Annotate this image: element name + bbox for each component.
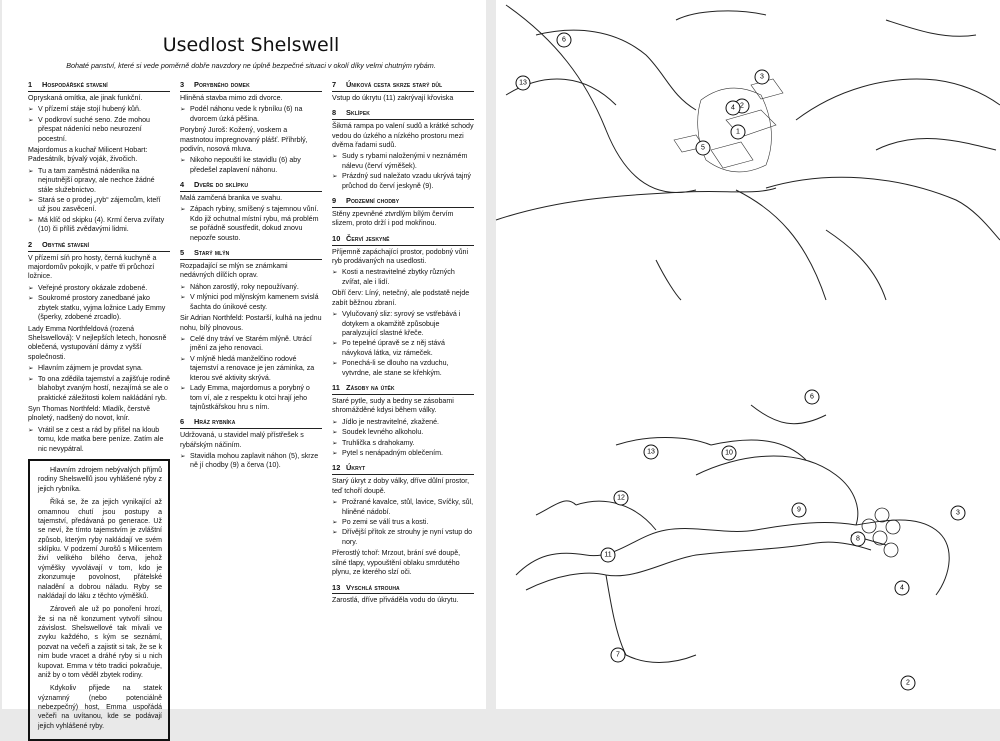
column-2 (180, 80, 322, 741)
map-marker (557, 33, 571, 47)
section-12 (332, 463, 474, 577)
section-8 (332, 108, 474, 191)
map-marker-label: 6 (562, 36, 566, 44)
box-paragraph: Zároveň ale už po ponoření hrozí, že si na ně konzument vytvoří silnou závislost. Shelswellové tak mívali ve zvyku každého, s kým se seznámí, pozvat na večeři a zajistit si tak, že se k nim bude vracet a dráhé ryby si u nich kupovat. Emma v této tradici pokračuje, aniž by o tom věděl zbytek rodiny. (38, 606, 162, 679)
section-6 (180, 417, 322, 471)
section-1 (28, 80, 170, 235)
bullet-item: ➢ Soudek levného alkoholu. (332, 428, 474, 437)
section-heading (28, 240, 170, 252)
bullet-item: ➢ Soukromé prostory zanedbané jako zbytek statku, vyjma ložnice Lady Emmy (šperky, zdobené zrcadlo). (28, 294, 170, 322)
map-marker (644, 445, 658, 459)
section-9 (332, 196, 474, 229)
bullet-item: ➢ Po tepelné úpravě se z něj stává návyková látka, viz rámeček. (332, 339, 474, 358)
section-number: 7 (332, 80, 337, 89)
section-paragraph: Vstup do úkrytu (11) zakrývají křoviska (332, 93, 454, 102)
section-title: Porybného domek (194, 80, 250, 89)
section-title: Hráz rybníka (194, 417, 236, 427)
bullet-item: ➢ Podél náhonu vede k rybníku (6) na dvorcem úzká pěšina. (180, 105, 322, 124)
map-marker-label: 13 (647, 448, 655, 456)
map-marker (951, 506, 965, 520)
section-paragraph: Příjemně zapáchající prostor, podobný vůni ryb prodávaných na usedlosti. (332, 247, 469, 266)
bullet-item: ➢ Sudy s rybami naloženými v neznámém nálevu (červí výměšek). (332, 152, 474, 171)
section-heading (332, 234, 474, 246)
bullet-item: ➢ V mlýně hledá manželčino rodové tajemství a renovace je jen záminka, za kterou své aktivity skrývá. (180, 355, 322, 383)
section-paragraph: Šikmá rampa po valení sudů a krátké schody vedou do úzkého a nízkého prostoru mezi dvěma řadami sudů. (332, 122, 474, 149)
section-heading (332, 196, 474, 208)
section-title: Úkryt (346, 463, 366, 473)
bullet-item: ➢ Vylučovaný sliz: syrový se vstřebává i dotykem a okamžitě způsobuje paralyzující slastné křeče. (332, 310, 474, 338)
section-number: 9 (332, 196, 337, 206)
bullet-item: ➢ Zápach rybiny, smíšený s tajemnou vůní. Kdo již ochutnal místní rybu, má problém se pořádně soustředit, dokud znovu nepozře sousto. (180, 205, 322, 243)
map-marker-label: 11 (604, 551, 612, 559)
section-title: Vyschlá strouha (346, 582, 400, 592)
left-page (2, 0, 486, 730)
section-number: 5 (180, 248, 185, 258)
section-heading (332, 80, 474, 92)
section-paragraph: Malá zamčená branka ve svahu. (180, 194, 283, 203)
bullet-item: ➢ To ona zdědila tajemství a zajišťuje rodině blahobyt zvaným hostí, nezajímá se ale o praktické záležitosti kolem nakládání ryb. (28, 375, 170, 403)
section-paragraph: Sir Adrian Northfeld: Postarší, kulhá na jednu nohu, bílý plnovous. (180, 314, 322, 332)
map-marker (722, 446, 736, 460)
section-title: Sklípek (346, 108, 370, 118)
section-3 (180, 80, 322, 175)
section-number: 2 (28, 239, 33, 249)
section-number: 13 (332, 582, 341, 592)
bullet-item: ➢ Kosti a nestravitelné zbytky různých zvířat, ale i lidí. (332, 268, 474, 287)
map-marker (601, 548, 615, 562)
section-title: Obytné stavení (42, 239, 90, 249)
section-number: 3 (180, 80, 185, 89)
section-heading (332, 463, 474, 475)
section-heading (332, 383, 474, 395)
section-2 (28, 240, 170, 454)
surface-map (496, 0, 1000, 300)
map-marker (611, 648, 625, 662)
bullet-list (28, 105, 170, 144)
map-marker-label: 4 (900, 584, 904, 592)
underground-map (496, 385, 1000, 709)
section-number: 1 (28, 80, 33, 89)
bullet-list (180, 156, 322, 175)
section-title: Dveře do sklípku (194, 180, 249, 190)
map-marker-label: 9 (797, 506, 801, 514)
section-title: Zásoby na útěk (346, 383, 395, 393)
section-paragraph: Obří červ: Líný, netečný, ale podstatě nejde zabít běžnou zbraní. (332, 289, 470, 307)
bullet-item: ➢ Dřívější přítok ze strouhy je nyní vstup do nory. (332, 528, 474, 547)
map-marker (731, 125, 745, 139)
section-paragraph: Starý úkryt z doby války, dříve důlní prostor, teď tchoří doupě. (332, 477, 470, 495)
bullet-item: ➢ Má klíč od skipku (4). Krmí červa zvířaty (10) či příliš zvědavými lidmi. (28, 216, 170, 235)
map-marker (792, 503, 806, 517)
box-paragraph: Hlavním zdrojem nebývalých příjmů rodiny Shelswellů jsou vyhlášené ryby z jejich rybníka. (38, 467, 162, 493)
map-marker-label: 1 (736, 128, 740, 136)
map-marker (755, 70, 769, 84)
section-heading (28, 80, 170, 92)
map-marker (726, 101, 740, 115)
bullet-item: ➢ Stará se o prodej „ryb“ zájemcům, kteří už jsou zasvěcení. (28, 196, 170, 215)
section-number: 6 (180, 417, 185, 427)
map-marker (851, 532, 865, 546)
map-marker (516, 76, 530, 90)
section-paragraph: Staré pytle, sudy a bedny se zásobami shromážděné kdysi během války. (332, 396, 454, 415)
bullet-list (28, 426, 170, 454)
column-1 (28, 80, 170, 741)
section-title: Hospodářské stavení (42, 80, 108, 89)
bullet-list (332, 498, 474, 547)
section-heading (180, 80, 322, 92)
bullet-list (28, 167, 170, 235)
box-paragraph: Říká se, že za jejich vynikající až omamnou chutí jsou postupy a tajemství, předávaná po generace. Už se neví, že tímto tajemstvím je zvláštní způsob, kterým ryby nakládají ve svém sklípku. V podzemí Jurošů s Milicentem živí velikého bílého červa, jehož výměšky vyvolávají v tom, kdo je zkonzumuje povolnost, přátelské naladění a dobrou náladu. Ryby se nakládají do láku z těchto výměšků. (38, 499, 162, 600)
section-title: Podzemní chodby (346, 196, 400, 206)
section-paragraph: Lady Emma Northfeldová (rozená Shelswellová): V nejlepších letech, honosně oblečená, vystupování dámy z vyšší společnosti. (28, 324, 167, 361)
bullet-item: ➢ Nikoho nepouští ke stavidlu (6) aby předešel zaplavení náhonu. (180, 156, 322, 175)
section-paragraph: Rozpadající se mlýn se známkami nedávných dílčích oprav. (180, 262, 288, 280)
bullet-item: ➢ Vrátil se z cest a rád by přišel na kloub tomu, kde matka bere peníze. Zatím ale nic nevypátral. (28, 426, 170, 454)
page-title: Usedlost Shelswell (162, 34, 340, 56)
map-marker-label: 13 (519, 79, 527, 87)
bullet-item: ➢ Hlavním zájmem je provdat syna. (28, 364, 170, 373)
bullet-list (180, 283, 322, 312)
bullet-item: ➢ V mlýnici pod mlýnským kamenem svislá šachta do únikové cesty. (180, 293, 322, 312)
map-marker-label: 2 (740, 102, 744, 110)
section-11 (332, 383, 474, 458)
bullet-item: ➢ Po zemi se válí trus a kosti. (332, 518, 474, 527)
bullet-item: ➢ V přízemí stáje stojí hubený kůň. (28, 105, 170, 114)
bullet-list (180, 105, 322, 124)
bullet-item: ➢ Celé dny tráví ve Starém mlýně. Utrácí jmění za jeho renovaci. (180, 335, 322, 354)
section-paragraph: Přerostlý tchoř: Mrzout, brání své doupě, silné tlapy, vypouštění oblaku smrdutého plynu, ze kterého slzí oči. (332, 549, 461, 577)
map-marker (895, 581, 909, 595)
map-marker-label: 4 (731, 104, 735, 112)
section-paragraph: Opryskaná omítka, ale jinak funkční. (28, 93, 143, 102)
bullet-item: ➢ V podkroví suché seno. Zde mohou přespat nádeníci nebo neurození pocestní. (28, 116, 170, 144)
section-heading (332, 583, 474, 595)
section-7 (332, 80, 474, 103)
section-13 (332, 583, 474, 606)
text-columns (28, 80, 474, 741)
bullet-item: ➢ Tu a tam zaměstná nádeníka na nejnutnější opravy, ale nechce žádné stále služebnictvo. (28, 167, 170, 195)
map-marker (614, 491, 628, 505)
bullet-item: ➢ Stavidla mohou zaplavit náhon (5), skrze ně jí chodby (9) a červa (10). (180, 452, 322, 471)
map-marker-label: 8 (856, 535, 860, 543)
bullet-list (28, 364, 170, 403)
map-marker-label: 10 (725, 449, 733, 457)
section-4 (180, 180, 322, 243)
section-number: 10 (332, 233, 341, 243)
section-heading (180, 417, 322, 429)
section-heading (180, 248, 322, 260)
bullet-list (28, 284, 170, 323)
section-paragraph: Udržovaná, u stavidel malý přístřešek s rybářským náčiním. (180, 431, 304, 449)
column-3 (332, 80, 474, 741)
section-title: Starý mlýn (194, 248, 230, 258)
bullet-item: ➢ Jídlo je nestravitelné, zkažené. (332, 418, 474, 427)
section-10 (332, 234, 474, 378)
section-title: Úniková cesta skrze starý důl (346, 80, 443, 89)
map-marker-label: 3 (956, 509, 960, 517)
bullet-item: ➢ Ponechá-li se dlouho na vzduchu, vytvrdne, ale stane se křehkým. (332, 359, 474, 378)
section-number: 4 (180, 180, 185, 190)
map-marker (805, 390, 819, 404)
section-paragraph: Syn Thomas Northfeld: Mladík, čerstvě plnoletý, nadšený do novot, knír. (28, 404, 151, 423)
bullet-list (180, 335, 322, 412)
section-heading (332, 108, 474, 120)
section-number: 8 (332, 108, 337, 118)
map-marker-label: 6 (810, 393, 814, 401)
map-marker (696, 141, 710, 155)
section-number: 12 (332, 463, 341, 473)
section-number: 11 (332, 383, 341, 393)
section-5 (180, 248, 322, 412)
bullet-item: ➢ Veřejné prostory okázale zdobené. (28, 284, 170, 293)
bullet-list (332, 152, 474, 191)
section-paragraph: Stěny zpevněné ztvrdlým bílým červím slizem, proto drží i pod mokřinou. (332, 209, 454, 228)
bullet-item: ➢ Lady Emma, majordomus a porybný o tom ví, ale z respektu k otci hrají jeho tajnůstkářskou hru s ním. (180, 384, 322, 412)
bullet-list (180, 452, 322, 471)
map-marker-label: 12 (617, 494, 625, 502)
map-marker-label: 5 (701, 144, 705, 152)
bullet-item: ➢ Prožrané kavalce, stůl, lavice, Svíčky, sůl, hliněné nádobí. (332, 498, 474, 517)
bullet-item: ➢ Náhon zarostlý, roky nepoužívaný. (180, 283, 322, 292)
box-paragraph: Kdykoliv přijede na statek významný (nebo potenciálně nebezpečný) host, Emma uspořádá večeři na uvítanou, kde se podávají jejich vyhlášené ryby. (38, 685, 162, 730)
section-paragraph: Hliněná stavba mimo zdi dvorce. (180, 93, 283, 102)
section-paragraph: Zarostlá, dříve přiváděla vodu do úkrytu. (332, 596, 459, 605)
bullet-list (180, 205, 322, 243)
map-marker-label: 2 (906, 679, 910, 687)
map-page (496, 0, 1000, 709)
map-marker-label: 7 (616, 651, 620, 659)
bullet-list (332, 418, 474, 459)
bullet-list (332, 310, 474, 378)
section-paragraph: Porybný Juroš: Kožený, voskem a mastnotou impregnovaný plášť. Příhrblý, podivín, nosová mluva. (180, 126, 308, 153)
page-subtitle: Bohaté panství, které si vede poměrně dobře navzdory ne úplně bezpečné situaci v okolí díky velmi chutným rybám. (66, 61, 436, 70)
map-marker (901, 676, 915, 690)
map-marker-label: 3 (760, 73, 764, 81)
bullet-item: ➢ Truhlička s drahokamy. (332, 439, 474, 448)
secret-box (28, 459, 170, 741)
section-paragraph: Majordomus a kuchař Milicent Hobart: Padesátník, bývalý voják, živočich. (28, 145, 148, 164)
section-heading (180, 180, 322, 192)
section-title: Červí jeskyně (346, 233, 390, 243)
bullet-item: ➢ Pytel s nenápadným oblečením. (332, 449, 474, 458)
bullet-item: ➢ Prázdný sud naležato vzadu ukrývá tajný průchod do červí jeskyně (9). (332, 172, 474, 191)
bullet-list (332, 268, 474, 287)
section-paragraph: V přízemí síň pro hosty, černá kuchyně a majordomův pokojík, v patře tři průchozí ložnice. (28, 253, 157, 281)
